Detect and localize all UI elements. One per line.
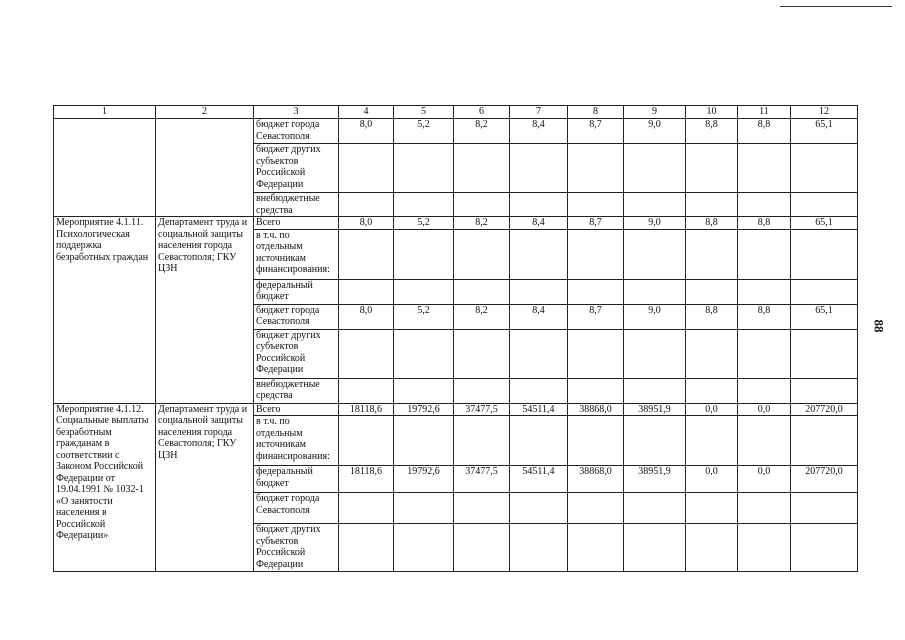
value-cell: 8,4 <box>510 304 568 329</box>
value-cell: 5,2 <box>394 119 454 144</box>
value-cell <box>339 416 394 466</box>
value-cell <box>454 329 510 378</box>
value-cell <box>791 329 858 378</box>
funding-source-label: бюджет города Севастополя <box>254 493 339 524</box>
value-cell <box>791 493 858 524</box>
funding-source-label: внебюджетные средства <box>254 378 339 403</box>
value-cell <box>394 144 454 193</box>
column-header: 11 <box>738 106 791 119</box>
value-cell <box>339 329 394 378</box>
value-cell: 65,1 <box>791 119 858 144</box>
value-cell <box>339 229 394 279</box>
value-cell <box>624 279 686 304</box>
value-cell <box>510 279 568 304</box>
value-cell <box>339 524 394 572</box>
funding-source-label: Всего <box>254 217 339 230</box>
value-cell <box>510 378 568 403</box>
measure-cell: Мероприятие 4.1.12. Социальные выплаты безработным гражданам в соответствии с Законом Российской Федерации от 19.04.1991 № 1032-1 «О занятости населения в Российской Федерации» <box>54 403 156 572</box>
column-header: 2 <box>156 106 254 119</box>
funding-source-label: внебюджетные средства <box>254 193 339 217</box>
value-cell: 8,7 <box>568 304 624 329</box>
value-cell <box>791 524 858 572</box>
value-cell <box>394 416 454 466</box>
value-cell <box>791 378 858 403</box>
value-cell: 8,7 <box>568 217 624 230</box>
column-header: 6 <box>454 106 510 119</box>
value-cell <box>738 416 791 466</box>
value-cell <box>686 524 738 572</box>
value-cell <box>624 229 686 279</box>
value-cell <box>686 193 738 217</box>
value-cell <box>738 524 791 572</box>
value-cell <box>454 144 510 193</box>
value-cell <box>510 416 568 466</box>
value-cell <box>394 329 454 378</box>
budget-table <box>53 105 858 572</box>
value-cell: 8,7 <box>568 119 624 144</box>
value-cell <box>394 193 454 217</box>
value-cell <box>510 329 568 378</box>
value-cell <box>686 378 738 403</box>
executor-cell <box>156 119 254 217</box>
funding-source-label: бюджет других субъектов Российской Федерации <box>254 144 339 193</box>
column-header: 8 <box>568 106 624 119</box>
value-cell: 54511,4 <box>510 466 568 493</box>
table-row <box>54 217 858 230</box>
value-cell: 8,8 <box>686 217 738 230</box>
value-cell <box>624 144 686 193</box>
value-cell <box>791 144 858 193</box>
value-cell <box>738 144 791 193</box>
value-cell: 8,4 <box>510 119 568 144</box>
funding-source-label: бюджет города Севастополя <box>254 119 339 144</box>
value-cell <box>394 279 454 304</box>
value-cell: 18118,6 <box>339 403 394 416</box>
column-header: 4 <box>339 106 394 119</box>
value-cell: 0,0 <box>686 403 738 416</box>
measure-cell <box>54 119 156 217</box>
value-cell <box>624 378 686 403</box>
value-cell <box>791 279 858 304</box>
value-cell <box>454 416 510 466</box>
value-cell <box>686 416 738 466</box>
funding-source-label: бюджет других субъектов Российской Федерации <box>254 524 339 572</box>
value-cell <box>568 378 624 403</box>
value-cell <box>568 279 624 304</box>
value-cell <box>791 193 858 217</box>
value-cell <box>686 279 738 304</box>
value-cell: 8,8 <box>686 119 738 144</box>
funding-source-label: федеральный бюджет <box>254 466 339 493</box>
value-cell: 207720,0 <box>791 466 858 493</box>
value-cell: 8,0 <box>339 217 394 230</box>
value-cell <box>568 144 624 193</box>
column-header: 5 <box>394 106 454 119</box>
value-cell: 8,4 <box>510 217 568 230</box>
column-header: 1 <box>54 106 156 119</box>
value-cell: 9,0 <box>624 119 686 144</box>
value-cell <box>568 416 624 466</box>
value-cell: 8,0 <box>339 304 394 329</box>
value-cell <box>568 229 624 279</box>
value-cell <box>394 493 454 524</box>
funding-source-label: бюджет других субъектов Российской Федерации <box>254 329 339 378</box>
value-cell <box>454 193 510 217</box>
value-cell <box>738 493 791 524</box>
value-cell <box>339 144 394 193</box>
value-cell: 8,8 <box>686 304 738 329</box>
value-cell <box>568 493 624 524</box>
value-cell <box>394 378 454 403</box>
value-cell <box>686 329 738 378</box>
value-cell: 8,2 <box>454 119 510 144</box>
value-cell: 5,2 <box>394 217 454 230</box>
value-cell: 54511,4 <box>510 403 568 416</box>
value-cell <box>339 378 394 403</box>
value-cell <box>791 416 858 466</box>
value-cell <box>738 193 791 217</box>
value-cell: 8,8 <box>738 119 791 144</box>
value-cell <box>454 229 510 279</box>
value-cell: 65,1 <box>791 217 858 230</box>
executor-cell: Департамент труда и социальной защиты населения города Севастополя; ГКУ ЦЗН <box>156 217 254 404</box>
value-cell: 8,2 <box>454 304 510 329</box>
value-cell <box>738 378 791 403</box>
value-cell <box>686 229 738 279</box>
value-cell <box>394 229 454 279</box>
value-cell: 38868,0 <box>568 403 624 416</box>
value-cell <box>686 493 738 524</box>
table-row <box>54 119 858 144</box>
value-cell <box>454 279 510 304</box>
value-cell: 0,0 <box>686 466 738 493</box>
value-cell: 19792,6 <box>394 403 454 416</box>
executor-cell: Департамент труда и социальной защиты населения города Севастополя; ГКУ ЦЗН <box>156 403 254 572</box>
value-cell: 37477,5 <box>454 466 510 493</box>
value-cell: 8,2 <box>454 217 510 230</box>
value-cell <box>568 193 624 217</box>
value-cell: 18118,6 <box>339 466 394 493</box>
value-cell <box>738 329 791 378</box>
top-rule <box>780 6 892 7</box>
value-cell <box>454 524 510 572</box>
value-cell <box>791 229 858 279</box>
value-cell <box>510 493 568 524</box>
value-cell <box>394 524 454 572</box>
value-cell: 19792,6 <box>394 466 454 493</box>
header-row <box>54 106 858 119</box>
value-cell: 0,0 <box>738 403 791 416</box>
funding-source-label: в т.ч. по отдельным источникам финансирования: <box>254 229 339 279</box>
value-cell <box>738 279 791 304</box>
column-header: 12 <box>791 106 858 119</box>
value-cell: 37477,5 <box>454 403 510 416</box>
value-cell: 9,0 <box>624 217 686 230</box>
value-cell <box>510 144 568 193</box>
value-cell: 8,0 <box>339 119 394 144</box>
value-cell <box>510 229 568 279</box>
table-row <box>54 403 858 416</box>
value-cell: 207720,0 <box>791 403 858 416</box>
value-cell <box>339 493 394 524</box>
value-cell <box>738 229 791 279</box>
value-cell: 0,0 <box>738 466 791 493</box>
value-cell <box>624 524 686 572</box>
funding-source-label: бюджет города Севастополя <box>254 304 339 329</box>
funding-source-label: Всего <box>254 403 339 416</box>
funding-source-label: в т.ч. по отдельным источникам финансирования: <box>254 416 339 466</box>
value-cell <box>510 524 568 572</box>
value-cell <box>510 193 568 217</box>
column-header: 3 <box>254 106 339 119</box>
page-number: 88 <box>871 319 887 333</box>
value-cell: 38951,9 <box>624 403 686 416</box>
column-header: 10 <box>686 106 738 119</box>
value-cell <box>339 193 394 217</box>
funding-source-label: федеральный бюджет <box>254 279 339 304</box>
value-cell <box>686 144 738 193</box>
value-cell: 8,8 <box>738 217 791 230</box>
column-header: 9 <box>624 106 686 119</box>
value-cell: 5,2 <box>394 304 454 329</box>
value-cell <box>624 493 686 524</box>
value-cell <box>568 329 624 378</box>
value-cell <box>339 279 394 304</box>
value-cell <box>624 193 686 217</box>
value-cell: 65,1 <box>791 304 858 329</box>
measure-cell: Мероприятие 4.1.11. Психологическая поддержка безработных граждан <box>54 217 156 404</box>
value-cell: 8,8 <box>738 304 791 329</box>
value-cell: 38868,0 <box>568 466 624 493</box>
value-cell <box>624 416 686 466</box>
value-cell: 38951,9 <box>624 466 686 493</box>
value-cell <box>624 329 686 378</box>
value-cell <box>454 378 510 403</box>
value-cell <box>454 493 510 524</box>
column-header: 7 <box>510 106 568 119</box>
value-cell <box>568 524 624 572</box>
value-cell: 9,0 <box>624 304 686 329</box>
